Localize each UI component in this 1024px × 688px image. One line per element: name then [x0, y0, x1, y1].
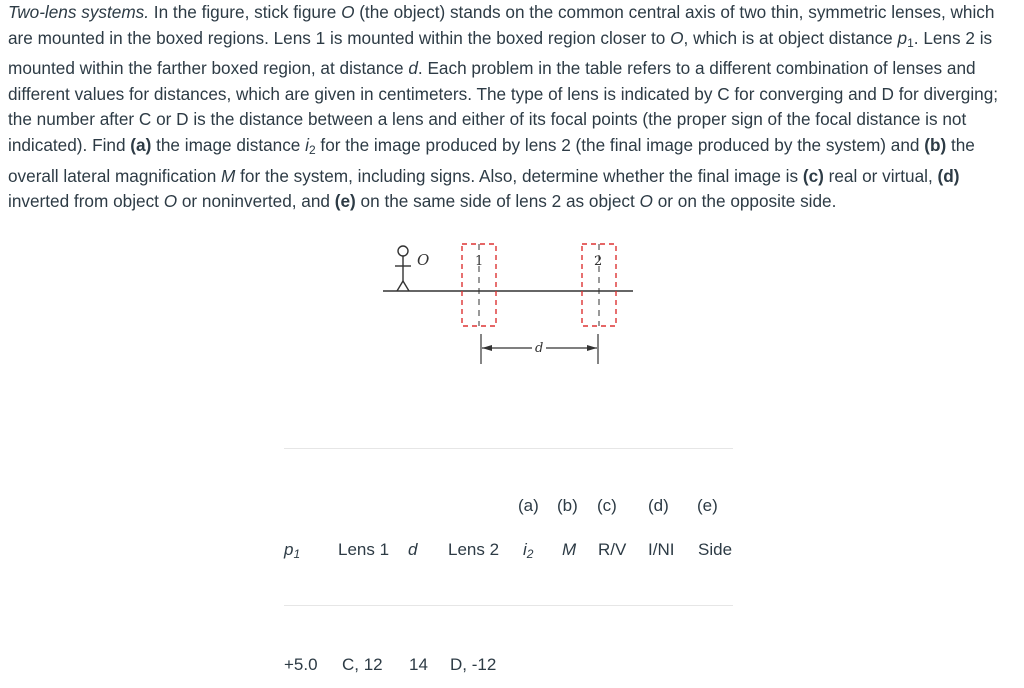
i2-subscript: 2: [308, 142, 316, 157]
column-lens-2: Lens 2: [448, 540, 500, 559]
part-e-label: (e): [334, 191, 356, 212]
problem-text: the overall lateral magnification: [8, 134, 975, 186]
problem-text: inverted from object: [8, 191, 164, 212]
row-p1-value: +5.0: [284, 655, 318, 674]
problem-text: . Lens 2 is mounted within the farther boxed region, at distance: [8, 27, 993, 79]
row-d-value: 14: [409, 655, 428, 674]
d-symbol: d: [408, 58, 418, 79]
stick-figure-icon: [395, 246, 411, 291]
header-part-d: (d): [648, 496, 669, 515]
row-lens-2-value: D, -12: [450, 655, 497, 674]
column-real-virtual: R/V: [598, 540, 627, 559]
column-i2-symbol: i: [523, 540, 527, 559]
problem-text: (the object) stands on the common central axis of two thin, symmetric lenses, which are mounted in the boxed regions. Lens 1 is mounted within the boxed region closer to: [8, 2, 995, 48]
column-i2-subscript: 2: [526, 547, 534, 561]
header-part-e: (e): [697, 496, 718, 515]
column-p1-subscript: 1: [293, 547, 301, 561]
problem-text: for the system, including signs. Also, determine whether the final image is: [235, 165, 803, 186]
two-lens-figure: [376, 236, 638, 372]
column-d: d: [408, 540, 418, 559]
object-symbol: O: [670, 27, 684, 48]
p1-symbol: p: [897, 27, 908, 48]
problem-text: or on the opposite side.: [652, 191, 837, 212]
problem-text: , which is at object distance: [683, 27, 898, 48]
table-rule-bottom: [284, 605, 733, 606]
problem-text: for the image produced by lens 2 (the final image produced by the system) and: [315, 134, 925, 155]
row-lens-1-value: C, 12: [342, 655, 383, 674]
problem-text: real or virtual,: [823, 165, 938, 186]
m-symbol: M: [221, 165, 236, 186]
problem-title: Two-lens systems.: [8, 2, 150, 22]
column-i2: [523, 540, 533, 561]
header-part-c: (c): [597, 496, 617, 515]
column-inverted: I/NI: [648, 540, 675, 559]
object-label: O: [417, 251, 430, 269]
i2-symbol: i: [305, 134, 309, 155]
header-part-a: (a): [518, 496, 539, 515]
problem-text: the image distance: [151, 134, 306, 155]
object-symbol: O: [163, 191, 178, 212]
column-p1-symbol: p: [284, 540, 294, 559]
problem-text: In the figure, stick figure: [149, 2, 342, 22]
p1-subscript: 1: [907, 35, 914, 50]
lens-2-label: 2: [594, 254, 603, 269]
object-symbol: O: [341, 2, 355, 22]
header-part-b: (b): [557, 496, 578, 515]
column-side: Side: [698, 540, 733, 559]
problem-text: on the same side of lens 2 as object: [355, 191, 640, 212]
part-d-label: (d): [937, 165, 960, 186]
table-rule-top: [284, 448, 733, 449]
problem-statement: [8, 0, 1008, 215]
part-a-label: (a): [130, 134, 152, 155]
lens-1-label: 1: [475, 254, 484, 269]
column-lens-1: Lens 1: [338, 540, 390, 559]
part-b-label: (b): [924, 134, 947, 155]
problem-text: or noninverted, and: [177, 191, 335, 212]
object-symbol: O: [639, 191, 653, 212]
part-c-label: (c): [802, 165, 824, 186]
problem-text: . Each problem in the table refers to a different combination of lenses and different values for distances, which are given in centimeters. The type of lens is indicated by C for converging and D for diverging; the number after C or D is the distance between a lens and either of its focal points (the proper sign of the focal distance is not indicated). Find: [8, 58, 999, 155]
distance-label: d: [535, 341, 544, 356]
column-p1: [284, 540, 300, 561]
column-m: M: [562, 540, 577, 559]
